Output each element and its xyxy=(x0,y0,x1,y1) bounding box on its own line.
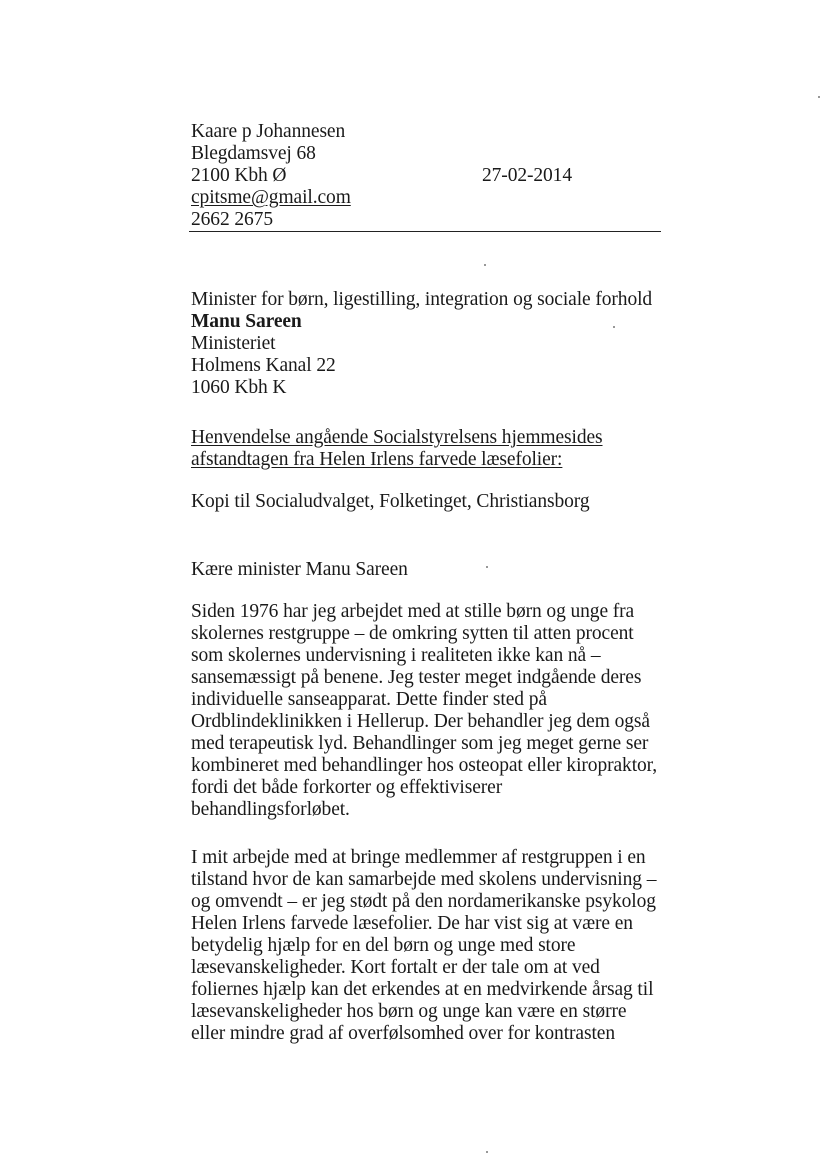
sender-email: cpitsme@gmail.com xyxy=(191,187,351,208)
paragraph-line: som skolernes undervisning i realiteten ikke kan nå – xyxy=(191,645,601,666)
paragraph-line: tilstand hvor de kan samarbejde med skolens undervisning – xyxy=(191,869,657,890)
scan-speck xyxy=(818,96,820,98)
paragraph-line: Siden 1976 har jeg arbejdet med at stille børn og unge fra xyxy=(191,601,635,622)
salutation: Kære minister Manu Sareen xyxy=(191,559,408,580)
paragraph-line: behandlingsforløbet. xyxy=(191,799,350,820)
sender-name: Kaare p Johannesen xyxy=(191,121,346,142)
recipient-city: 1060 Kbh K xyxy=(191,377,287,398)
recipient-street: Holmens Kanal 22 xyxy=(191,355,336,376)
paragraph-line: individuelle sanseapparat. Dette finder sted på xyxy=(191,689,547,710)
sender-street: Blegdamsvej 68 xyxy=(191,143,316,164)
header-rule xyxy=(189,231,661,232)
paragraph-line: betydelig hjælp for en del børn og unge med store xyxy=(191,935,576,956)
scan-speck xyxy=(484,264,486,266)
paragraph-line: Helen Irlens farvede læsefolier. De har vist sig at være en xyxy=(191,913,633,934)
paragraph-line: Ordblindeklinikken i Hellerup. Der behandler jeg dem også xyxy=(191,711,650,732)
scan-speck xyxy=(486,1151,488,1153)
paragraph-line: med terapeutisk lyd. Behandlinger som jeg meget gerne ser xyxy=(191,733,649,754)
paragraph-line: læsevanskeligheder hos børn og unge kan være en større xyxy=(191,1001,627,1022)
copy-to: Kopi til Socialudvalget, Folketinget, Christiansborg xyxy=(191,491,590,512)
paragraph-line: skolernes restgruppe – de omkring sytten til atten procent xyxy=(191,623,634,644)
paragraph-line: eller mindre grad af overfølsomhed over for kontrasten xyxy=(191,1023,615,1044)
sender-phone: 2662 2675 xyxy=(191,209,273,230)
subject-line-2: afstandtagen fra Helen Irlens farvede læsefolier: xyxy=(191,449,563,470)
paragraph-line: I mit arbejde med at bringe medlemmer af restgruppen i en xyxy=(191,847,646,868)
paragraph-line: kombineret med behandlinger hos osteopat eller kiropraktor, xyxy=(191,755,658,776)
scan-speck xyxy=(486,566,488,568)
scan-speck xyxy=(613,326,615,328)
paragraph-line: og omvendt – er jeg stødt på den nordamerikanske psykolog xyxy=(191,891,656,912)
letter-date: 27-02-2014 xyxy=(482,165,572,186)
paragraph-line: fordi det både forkorter og effektiviserer xyxy=(191,777,503,798)
sender-city: 2100 Kbh Ø xyxy=(191,165,287,186)
recipient-name: Manu Sareen xyxy=(191,311,302,332)
recipient-title: Minister for børn, ligestilling, integration og sociale forhold xyxy=(191,289,653,310)
paragraph-line: læsevanskeligheder. Kort fortalt er der tale om at ved xyxy=(191,957,600,978)
paragraph-line: foliernes hjælp kan det erkendes at en medvirkende årsag til xyxy=(191,979,654,1000)
subject-line-1: Henvendelse angående Socialstyrelsens hjemmesides xyxy=(191,427,603,448)
recipient-org: Ministeriet xyxy=(191,333,276,354)
paragraph-line: sansemæssigt på benene. Jeg tester meget indgående deres xyxy=(191,667,642,688)
